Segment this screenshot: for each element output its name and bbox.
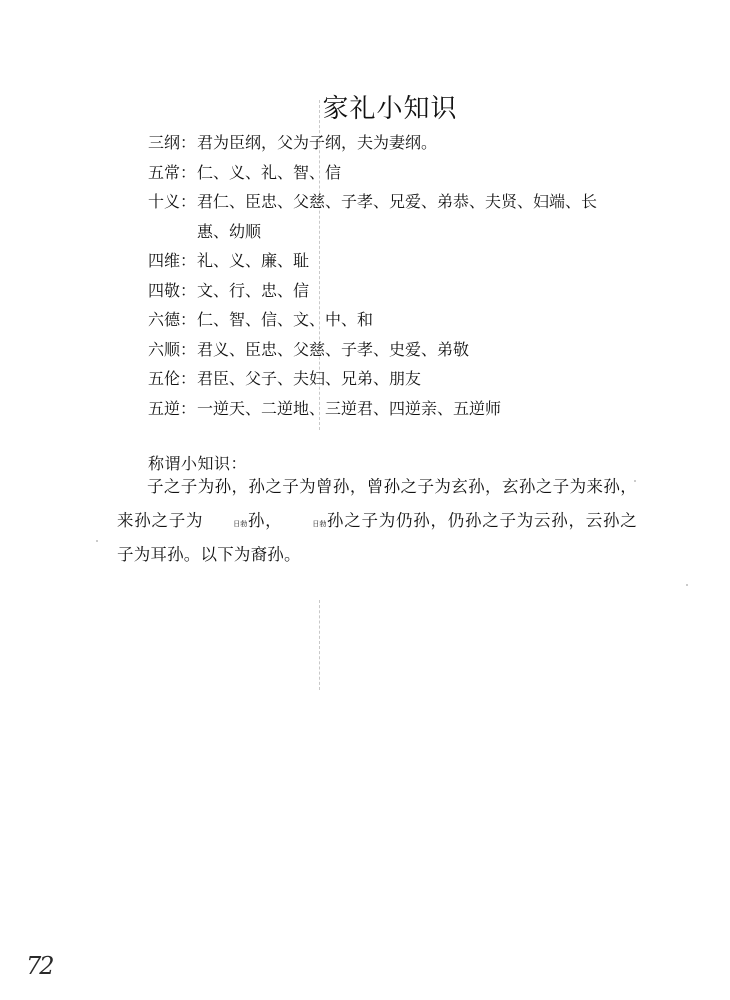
rule-label: 三纲： bbox=[148, 133, 197, 152]
scan-speck bbox=[96, 540, 98, 542]
rule-label: 四敬： bbox=[148, 280, 197, 300]
fold-mark-lower bbox=[319, 600, 320, 690]
rule-label: 五伦： bbox=[148, 369, 197, 388]
rule-wu-ni bbox=[148, 394, 648, 424]
rule-content: 君臣、父子、夫妇、兄弟、朋友 bbox=[197, 369, 422, 388]
rule-label: 六顺： bbox=[148, 339, 197, 359]
rule-si-wei bbox=[148, 246, 648, 276]
page-number: 72 bbox=[26, 952, 53, 980]
rule-label: 五常： bbox=[148, 162, 197, 182]
rule-label: 四维： bbox=[148, 251, 197, 270]
kinship-text: 孙， bbox=[247, 511, 283, 530]
rule-content: 礼、义、廉、耻 bbox=[197, 251, 310, 270]
rule-si-jing bbox=[148, 276, 648, 306]
rule-liu-de bbox=[148, 305, 648, 335]
rule-label: 十义： bbox=[148, 192, 197, 211]
rule-content: 文、行、忠、信 bbox=[197, 280, 310, 300]
rule-content: 仁、智、信、文、中、和 bbox=[197, 310, 374, 329]
page-title: 家礼小知识 bbox=[322, 94, 458, 124]
rule-san-gang bbox=[148, 128, 648, 158]
rule-shi-yi bbox=[148, 187, 648, 246]
kinship-text: 孙之子为仍孙，仍孙之子为云孙，云孙之子为耳孙。以下为裔孙。 bbox=[117, 511, 638, 564]
scan-speck bbox=[686, 584, 688, 586]
rule-content: 仁、义、礼、智、信 bbox=[197, 162, 342, 182]
rule-label: 五逆： bbox=[148, 398, 197, 418]
rules-list bbox=[148, 128, 648, 423]
rule-wu-lun bbox=[148, 364, 648, 394]
rule-liu-shun bbox=[148, 335, 648, 365]
kinship-text: 子之子为孙，孙之子为曾孙，曾孙之子为玄孙，玄孙之子为来孙，来孙之子为 bbox=[117, 477, 637, 530]
rule-content: 一逆天、二逆地、三逆君、四逆亲、五逆师 bbox=[197, 398, 502, 418]
rule-content: 君为臣纲，父为子纲，夫为妻纲。 bbox=[197, 133, 438, 152]
rare-character: 日勃 bbox=[312, 520, 327, 528]
rare-character: 日勃 bbox=[233, 520, 248, 528]
kinship-heading: 称谓小知识： bbox=[148, 454, 248, 473]
rule-wu-chang bbox=[148, 158, 648, 188]
rule-content: 君仁、臣忠、父慈、子孝、兄爱、弟恭、夫贤、妇端、长惠、幼顺 bbox=[197, 192, 598, 241]
rule-content: 君义、臣忠、父慈、子孝、史爱、弟敬 bbox=[197, 339, 470, 359]
rule-label: 六德： bbox=[148, 310, 197, 329]
kinship-paragraph bbox=[117, 470, 637, 572]
